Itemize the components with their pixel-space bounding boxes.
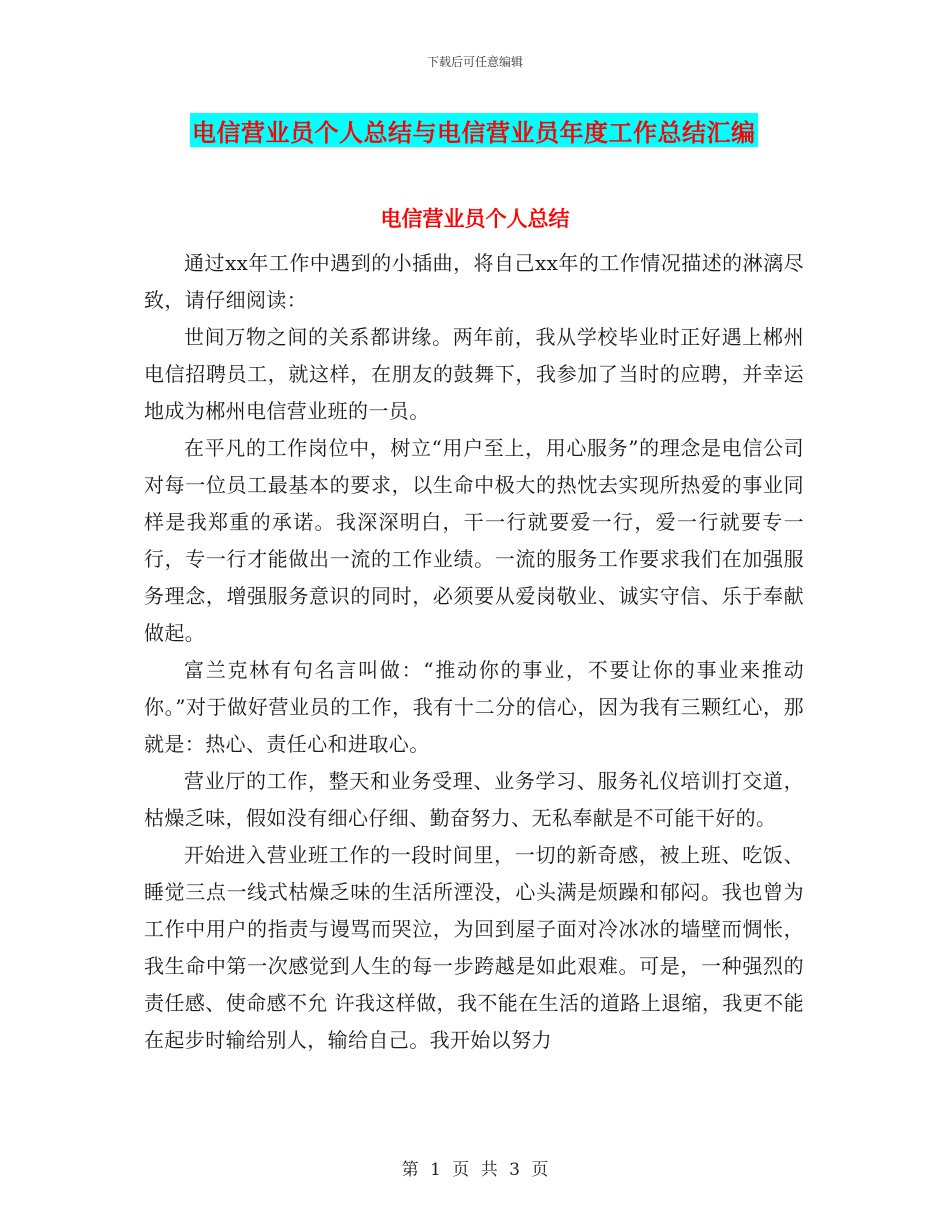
paragraph-2: 世间万物之间的关系都讲缘。两年前，我从学校毕业时正好遇上郴州电信招聘员工，就这样，在朋友的鼓舞下，我参加了当时的应聘，并幸运地成为郴州电信营业班的一员。: [144, 325, 804, 423]
paragraph-4: 富兰克林有句名言叫做：“推动你的事业，不要让你的事业来推动你。”对于做好营业员的工作，我有十二分的信心，因为我有三颗红心，那就是：热心、责任心和进取心。: [144, 658, 804, 756]
main-title-highlight: [190, 113, 758, 147]
section-title: 电信营业员个人总结: [380, 207, 570, 231]
body-text: [144, 245, 804, 1059]
paragraph-1: 通过xx年工作中遇到的小插曲，将自己xx年的工作情况描述的淋漓尽致，请仔细阅读：: [144, 251, 804, 312]
main-title: 电信营业员个人总结与电信营业员年度工作总结汇编: [192, 118, 756, 147]
page-number: 第 1 页 共 3 页: [401, 1160, 549, 1180]
paragraph-6: 开始进入营业班工作的一段时间里，一切的新奇感，被上班、吃饭、睡觉三点一线式枯燥乏味的生活所湮没，心头满是烦躁和郁闷。我也曾为工作中用户的指责与谩骂而哭泣，为回到屋子面对冷冰冰的墙壁而惆怅，我生命中第一次感觉到人生的每一步跨越是如此艰难。可是，一种强烈的责任感、使命感不允 许我这样做，我不能在生活的道路上退缩，我更不能在起步时输给别人，输给自己。我开始以努力: [144, 843, 804, 1052]
paragraph-3: 在平凡的工作岗位中，树立“用户至上，用心服务”的理念是电信公司对每一位员工最基本的要求，以生命中极大的热忱去实现所热爱的事业同样是我郑重的承诺。我深深明白，干一行就要爱一行，爱一行就要专一行，专一行才能做出一流的工作业绩。一流的服务工作要求我们在加强服务理念，增强服务意识的同时，必须要从爱岗敬业、诚实守信、乐于奉献做起。: [144, 436, 804, 645]
header-note: 下载后可任意编辑: [426, 55, 523, 69]
paragraph-5: 营业厅的工作，整天和业务受理、业务学习、服务礼仪培训打交道，枯燥乏味，假如没有细心仔细、勤奋努力、无私奉献是不可能干好的。: [144, 769, 804, 830]
